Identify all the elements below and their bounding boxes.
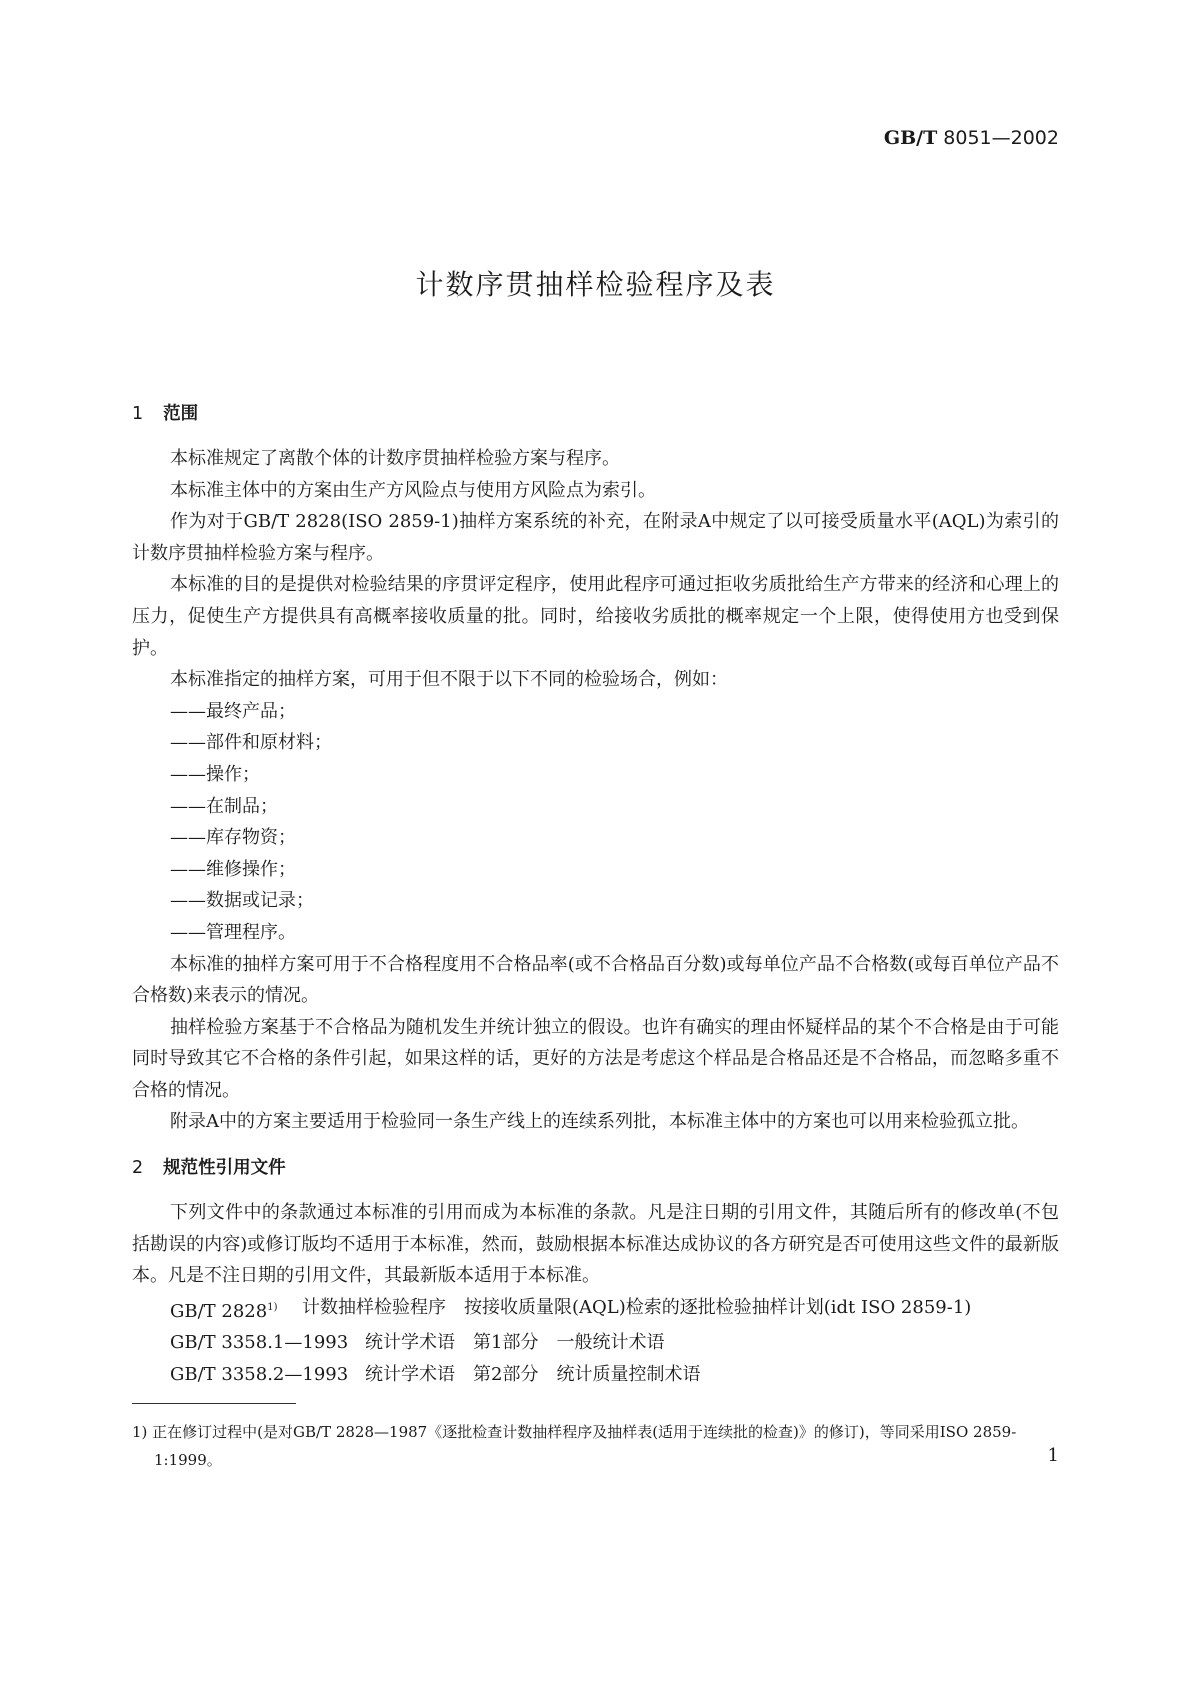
footnote-marker: 1)	[267, 1301, 278, 1313]
reference-entry	[170, 1359, 1059, 1391]
paragraph: 下列文件中的条款通过本标准的引用而成为本标准的条款。凡是注日期的引用文件，其随后所有的修改单(不包括勘误的内容)或修订版均不适用于本标准，然而，鼓励根据本标准达成协议的各方研究是否可使用这些文件的最新版本。凡是不注日期的引用文件，其最新版本适用于本标准。	[132, 1202, 1059, 1287]
footnote-divider	[132, 1403, 296, 1404]
list-item: ——维修操作；	[170, 858, 296, 880]
section-title: 范围	[163, 404, 199, 424]
paragraph: 抽样检验方案基于不合格品为随机发生并统计独立的假设。也许有确实的理由怀疑样品的某个不合格是由于可能同时导致其它不合格的条件引起，如果这样的话，更好的方法是考虑这个样品是合格品还是不合格品，而忽略多重不合格的情况。	[132, 1016, 1059, 1101]
paragraph: 本标准指定的抽样方案，可用于但不限于以下不同的检验场合，例如：	[170, 669, 728, 691]
list-item: ——数据或记录；	[170, 890, 314, 912]
list-item: ——操作；	[170, 763, 260, 785]
reference-entry	[170, 1327, 1059, 1359]
list-item: ——在制品；	[170, 795, 278, 817]
paragraph: 本标准的抽样方案可用于不合格程度用不合格品率(或不合格品百分数)或每单位产品不合格数(或每百单位产品不合格数)来表示的情况。	[132, 953, 1059, 1007]
document-title: 计数序贯抽样检验程序及表	[415, 268, 776, 301]
paragraph: 本标准的目的是提供对检验结果的序贯评定程序，使用此程序可通过拒收劣质批给生产方带来的经济和心理上的压力，促使生产方提供具有高概率接收质量的批。同时，给接收劣质批的概率规定一个上限，使得使用方也受到保护。	[132, 574, 1059, 659]
page-number: 1	[1047, 1445, 1059, 1466]
standard-number-header	[884, 127, 1059, 149]
standard-prefix: GB/T	[883, 127, 938, 149]
standard-code: 8051—2002	[943, 127, 1059, 149]
section-number: 2	[132, 1158, 144, 1179]
list-item: ——部件和原材料；	[170, 732, 332, 754]
paragraph: 本标准规定了离散个体的计数序贯抽样检验方案与程序。	[170, 448, 620, 469]
paragraph: 本标准主体中的方案由生产方风险点与使用方风险点为索引。	[170, 479, 656, 501]
list-item: ——最终产品；	[170, 700, 296, 722]
reference-code: GB/T 2828$^{1)}$	[170, 1300, 278, 1322]
section-1-heading	[132, 400, 1059, 425]
paragraph: 附录A中的方案主要适用于检验同一条生产线上的连续系列批，本标准主体中的方案也可以用来检验孤立批。	[170, 1111, 1029, 1133]
reference-title: 统计学术语 第1部分 一般统计术语	[365, 1332, 665, 1354]
section-number: 1	[132, 404, 144, 424]
document-body	[132, 400, 1059, 1474]
reference-code: GB/T 3358.2—1993	[170, 1364, 349, 1386]
reference-title: 统计学术语 第2部分 统计质量控制术语	[365, 1364, 701, 1386]
list-item: ——库存物资；	[170, 827, 296, 849]
reference-title: 计数抽样检验程序 按接收质量限(AQL)检索的逐批检验抽样计划(idt ISO 2859-1)	[302, 1296, 972, 1318]
section-2-heading	[132, 1154, 1059, 1179]
section-title: 规范性引用文件	[163, 1158, 286, 1179]
footnote: 1) 正在修订过程中(是对GB/T 2828—1987《逐批检查计数抽样程序及抽样表(适用于连续批的检查)》的修订)，等同采用ISO 2859-1:1999。	[132, 1422, 1017, 1469]
list-item: ——管理程序。	[170, 921, 296, 943]
paragraph: 作为对于GB/T 2828(ISO 2859-1)抽样方案系统的补充，在附录A中规定了以可接受质量水平(AQL)为索引的计数序贯抽样检验方案与程序。	[132, 511, 1059, 564]
reference-entry	[170, 1292, 1059, 1328]
reference-code: GB/T 3358.1—1993	[170, 1332, 349, 1354]
